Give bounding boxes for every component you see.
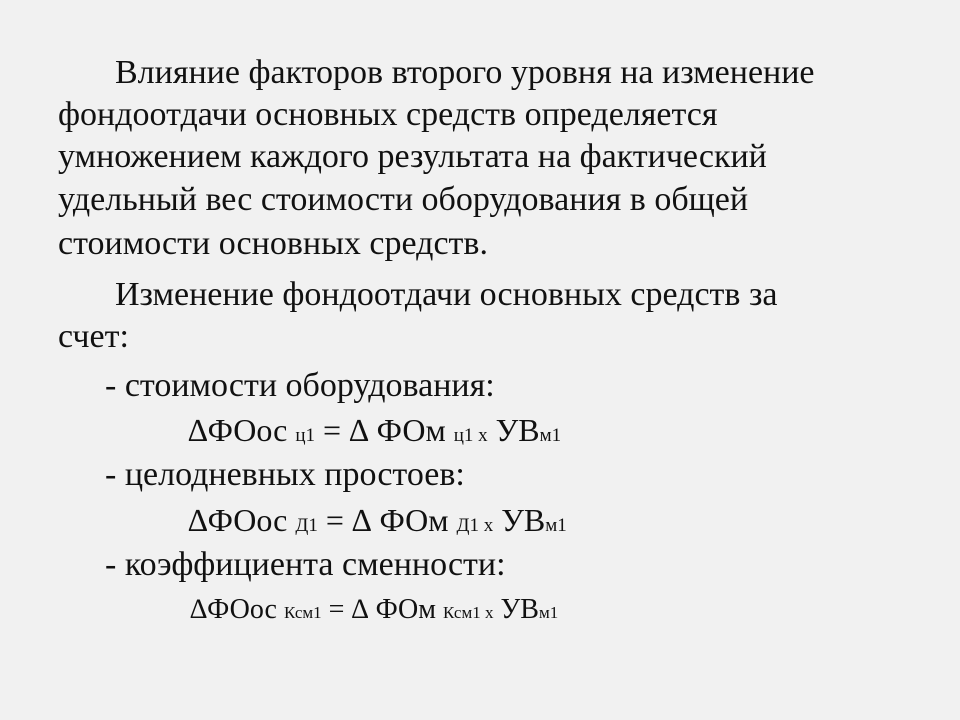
formula-equals: = ∆ ФОм xyxy=(317,502,457,538)
formula-rhs-subscript: Ксм1 х xyxy=(443,603,494,622)
formula xyxy=(190,590,558,633)
paragraph-1-line-1: Влияние факторов второго уровня на изменение xyxy=(115,54,815,91)
formula-rhs: УВ xyxy=(487,412,540,448)
paragraph-1-line-4: удельный вес стоимости оборудования в общей xyxy=(58,181,749,218)
factor-label: - стоимости оборудования: xyxy=(105,367,495,404)
paragraph-1-line-3: умножением каждого результата на фактический xyxy=(58,138,767,175)
formula-rhs-subscript: ц1 х xyxy=(453,425,488,446)
formula-rhs-subscript: Д1 х xyxy=(456,515,494,536)
formula-lhs-subscript: Ксм1 xyxy=(283,603,322,622)
formula-lhs: ∆ФОос xyxy=(188,412,296,448)
formula-lhs-subscript: Д1 xyxy=(295,515,318,536)
formula-rhs-tail: м1 xyxy=(538,603,559,622)
paragraph-1-line-2: фондоотдачи основных средств определяется xyxy=(58,96,718,133)
formula-rhs-tail: м1 xyxy=(539,425,562,446)
formula-rhs-tail: м1 xyxy=(545,515,567,536)
formula-rhs: УВ xyxy=(493,502,546,538)
paragraph-1-line-5: стоимости основных средств. xyxy=(58,225,488,262)
formula-lhs: ∆ФОос xyxy=(188,502,296,538)
formula xyxy=(188,500,567,546)
paragraph-2-line-2: счет: xyxy=(58,318,129,355)
formula-equals: = ∆ ФОм xyxy=(315,412,454,448)
paragraph-2-line-1: Изменение фондоотдачи основных средств за xyxy=(115,276,778,313)
factor-label: - целодневных простоев: xyxy=(105,456,465,493)
formula-lhs-subscript: ц1 xyxy=(295,425,316,446)
formula xyxy=(188,410,561,456)
factor-label: - коэффициента сменности: xyxy=(105,546,506,583)
formula-lhs: ∆ФОос xyxy=(190,594,284,625)
formula-equals: = ∆ ФОм xyxy=(321,594,443,625)
formula-rhs: УВ xyxy=(493,594,539,625)
